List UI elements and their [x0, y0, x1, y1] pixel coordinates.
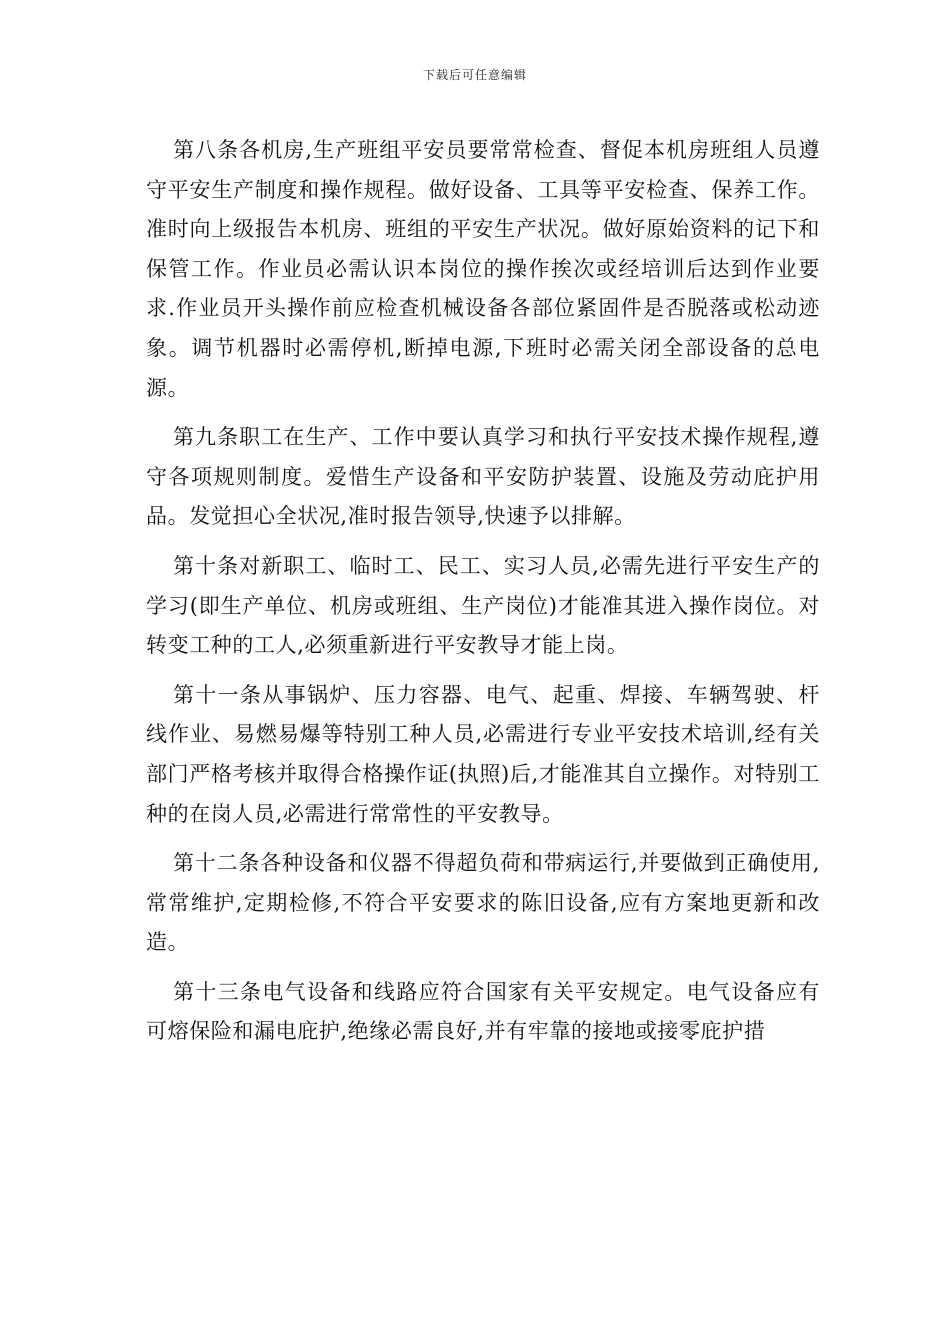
paragraph-article-8: 第八条各机房,生产班组平安员要常常检查、督促本机房班组人员遵守平安生产制度和操作规程。做好设备、工具等平安检查、保养工作。准时向上级报告本机房、班组的平安生产状况。做好原始资料的记下和保管工作。作业员必需认识本岗位的操作挨次或经培训后达到作业要求.作业员开头操作前应检查机械设备各部位紧固件是否脱落或松动迹象。调节机器时必需停机,断掉电源,下班时必需关闭全部设备的总电源。: [146, 138, 820, 400]
page-header: 下载后可任意编辑: [422, 68, 527, 82]
paragraph-article-12: 第十二条各种设备和仪器不得超负荷和带病运行,并要做到正确使用,常常维护,定期检修,不符合平安要求的陈旧设备,应有方案地更新和改造。: [146, 851, 820, 955]
paragraph-article-10: 第十条对新职工、临时工、民工、实习人员,必需先进行平安生产的学习(即生产单位、机房或班组、生产岗位)才能准其进入操作岗位。对转变工种的工人,必须重新进行平安教导才能上岗。: [146, 553, 820, 658]
paragraph-article-11: 第十一条从事锅炉、压力容器、电气、起重、焊接、车辆驾驶、杆线作业、易燃易爆等特别工种人员,必需进行专业平安技术培训,经有关部门严格考核并取得合格操作证(执照)后,才能准其自立操作。对特别工种的在岗人员,必需进行常常性的平安教导。: [146, 682, 820, 826]
document-body: [146, 131, 820, 1062]
paragraph-article-9: 第九条职工在生产、工作中要认真学习和执行平安技术操作规程,遵守各项规则制度。爱惜生产设备和平安防护装置、设施及劳动庇护用品。发觉担心全状况,准时报告领导,快速予以排解。: [146, 425, 820, 529]
paragraph-article-13: 第十三条电气设备和线路应符合国家有关平安规定。电气设备应有可熔保险和漏电庇护,绝缘必需良好,并有牢靠的接地或接零庇护措: [146, 979, 820, 1044]
